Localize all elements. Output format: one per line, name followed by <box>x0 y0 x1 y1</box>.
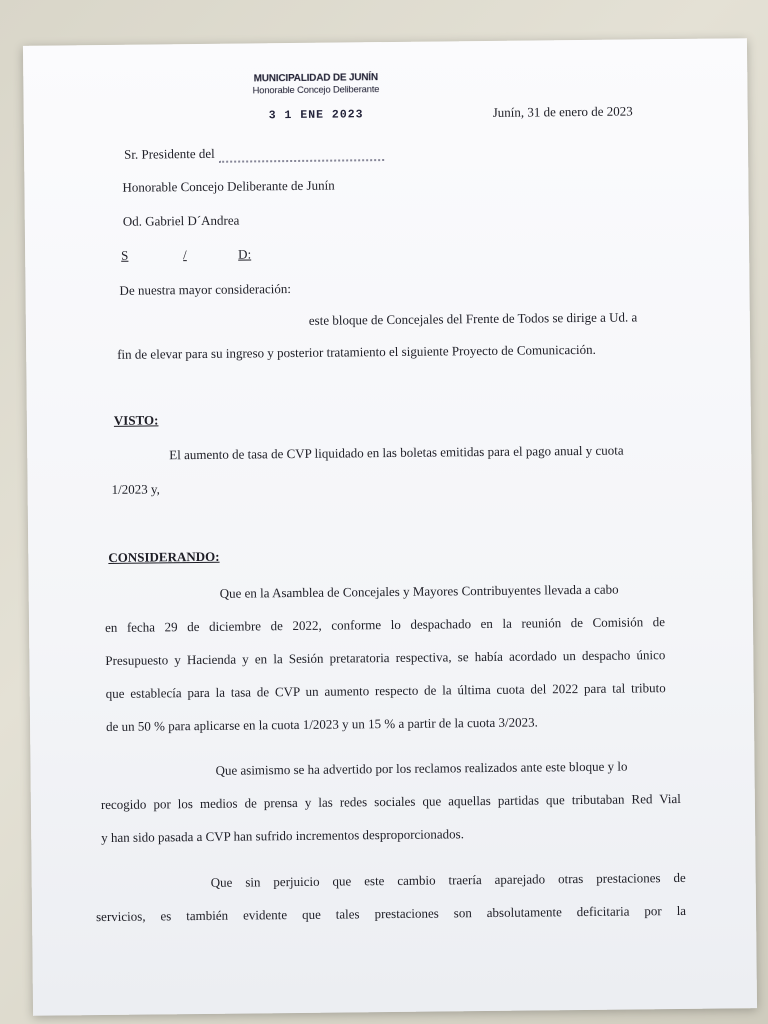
considerando-paragraph-2 <box>100 749 681 854</box>
addressee-line-3: Od. Gabriel D´Andrea <box>122 212 240 229</box>
sd-s: S <box>121 247 129 263</box>
intro-line-1: este bloque de Concejales del Frente de Todos se dirige a Ud. a <box>308 309 638 328</box>
considerando-paragraph-1 <box>105 572 667 743</box>
paragraph-line: Que en la Asamblea de Concejales y Mayores Contribuyentes llevada a cabo <box>219 581 619 601</box>
sd-line <box>121 246 251 263</box>
paragraph-line: y han sido pasada a CVP han sufrido incrementos desproporcionados. <box>101 826 465 846</box>
redaction-mark <box>219 159 384 166</box>
reception-stamp <box>228 72 403 98</box>
paragraph-line: Que sin perjuicio que este cambio traería aparejado otras prestaciones de <box>210 869 686 890</box>
visto-heading: VISTO: <box>113 412 159 428</box>
considerando-paragraph-3 <box>96 861 687 933</box>
addressee-line-1: Sr. Presidente del <box>124 145 215 162</box>
intro-line-2: fin de elevar para su ingreso y posterior tratamiento el siguiente Proyecto de Comunicación. <box>117 341 596 362</box>
paragraph-line: servicios, es también evidente que tales prestaciones son absolutamente deficitaria por la <box>95 902 687 925</box>
greeting: De nuestra mayor consideración: <box>119 281 292 298</box>
stamp-department: Honorable Concejo Deliberante <box>252 84 380 97</box>
paragraph-line: que establecía para la tasa de CVP un aumento respecto de la última cuota del 2022 para tal tributo <box>105 680 666 701</box>
visto-line-1: El aumento de tasa de CVP liquidado en las boletas emitidas para el pago anual y cuota <box>169 442 624 463</box>
paragraph-line: de un 50 % para aplicarse en la cuota 1/2023 y un 15 % a partir de la cuota 3/2023. <box>105 714 538 734</box>
stamp-institution: MUNICIPALIDAD DE JUNÍN <box>253 72 379 85</box>
paragraph-line: recogido por los medios de prensa y las redes sociales que aquellas partidas que tributaban Red Vial <box>100 790 681 813</box>
stamp-date: 3 1 ENE 2023 <box>268 108 364 123</box>
sd-slash: / <box>183 247 187 263</box>
paragraph-line: Que asimismo se ha advertido por los reclamos realizados ante este bloque y lo <box>215 758 628 778</box>
letter-date: Junín, 31 de enero de 2023 <box>492 103 633 120</box>
considerando-heading: CONSIDERANDO: <box>108 548 220 565</box>
document-page <box>23 38 757 1016</box>
paragraph-line: Presupuesto y Hacienda y en la Sesión pretaratoria respectiva, se había acordado un despacho único <box>105 647 666 668</box>
visto-line-2: 1/2023 y, <box>111 481 160 497</box>
paragraph-line: en fecha 29 de diciembre de 2022, conforme lo despachado en la reunión de Comisión de <box>104 614 666 635</box>
addressee-line-2: Honorable Concejo Deliberante de Junín <box>122 177 335 195</box>
sd-d: D: <box>238 246 252 262</box>
